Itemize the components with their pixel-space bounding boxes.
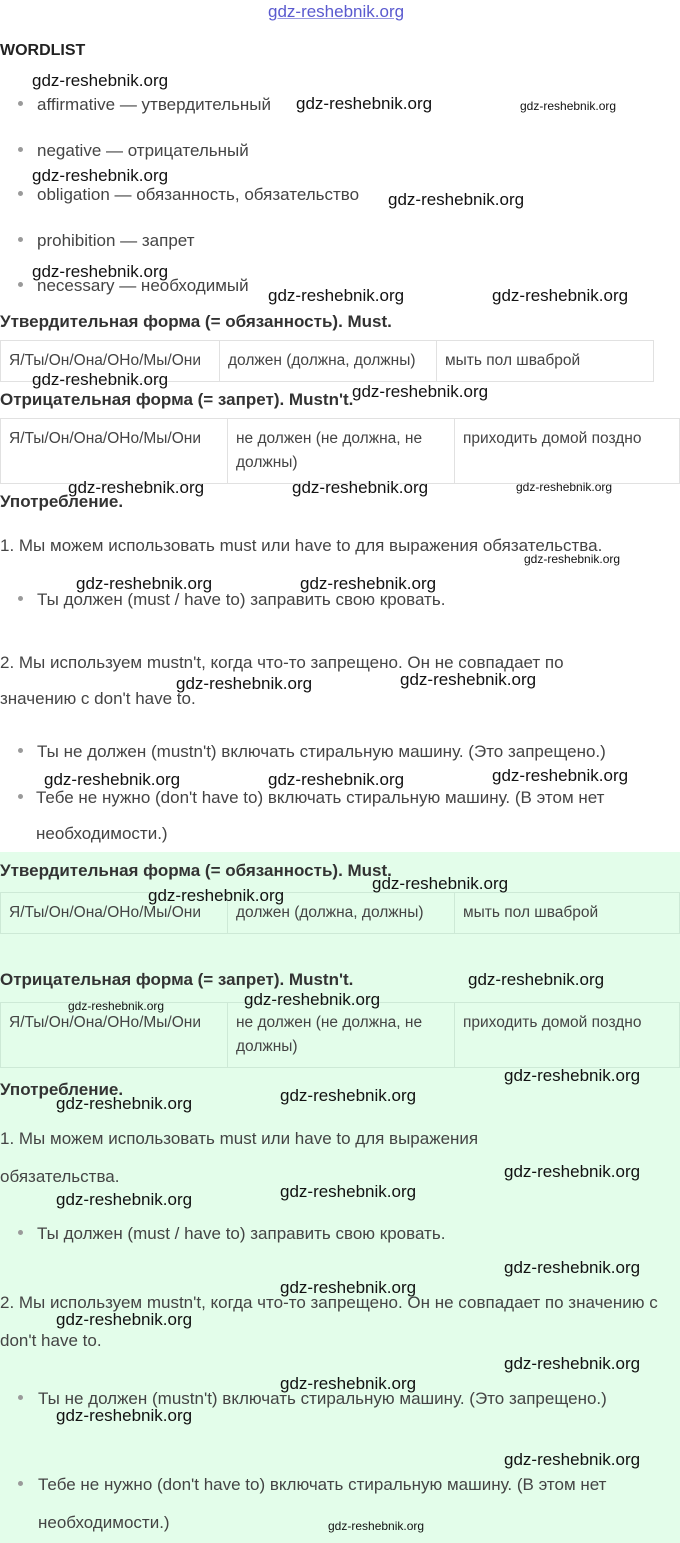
watermark: gdz-reshebnik.org [280,1278,417,1297]
negative-heading: Отрицательная форма (= запрет). Mustn't. [0,390,354,409]
wordlist-item: obligation — обязанность, обязательство [18,185,359,205]
wordlist-item: affirmative — утвердительный [18,95,271,115]
usage-paragraph-2: 2. Мы используем mustn't, когда что-то запрещено. Он не совпадает по значению с don't have to. [0,653,564,708]
bullet-icon [18,147,23,152]
table-cell: приходить домой поздно [455,1003,680,1068]
table-cell: мыть пол шваброй [455,893,680,934]
usage-example: Тебе не нужно (don't have to) включать стиральную машину. (В этом нет необходимости.) [18,1466,678,1542]
bullet-icon [18,1395,23,1400]
affirmative-table [0,892,680,934]
table-cell: должен (должна, должны) [220,341,437,382]
watermark: gdz-reshebnik.org [76,574,213,593]
usage-example: Ты должен (must / have to) заправить свою кровать. [18,590,445,610]
watermark: gdz-reshebnik.org [56,1406,193,1425]
watermark: gdz-reshebnik.org [268,770,405,789]
table-row [1,893,680,934]
wordlist-item: negative — отрицательный [18,141,249,161]
usage-example: Ты должен (must / have to) заправить свою кровать. [18,1224,445,1244]
bullet-icon [18,1481,23,1486]
watermark: gdz-reshebnik.org [280,1086,417,1105]
usage-example: Ты не должен (mustn't) включать стиральную машину. (Это запрещено.) [18,742,606,762]
bullet-icon [18,794,23,799]
table-cell: Я/Ты/Он/Она/ОНо/Мы/Они [1,341,220,382]
table-row [1,419,680,484]
watermark: gdz-reshebnik.org [280,1374,417,1393]
watermark: gdz-reshebnik.org [32,166,169,185]
bullet-icon [18,1230,23,1235]
watermark: gdz-reshebnik.org [280,1182,417,1201]
bullet-icon [18,191,23,196]
watermark: gdz-reshebnik.org [68,999,165,1013]
affirmative-heading: Утвердительная форма (= обязанность). Must. [0,312,392,331]
usage-paragraph-1: 1. Мы можем использовать must или have to для выражения обязательства. [0,1129,479,1186]
table-cell: мыть пол шваброй [437,341,654,382]
bullet-icon [18,237,23,242]
watermark: gdz-reshebnik.org [328,1519,425,1533]
usage-example: Ты не должен (mustn't) включать стиральную машину. (Это запрещено.) [18,1380,638,1418]
bullet-icon [18,748,23,753]
affirmative-heading: Утвердительная форма (= обязанность). Must. [0,861,392,880]
watermark: gdz-reshebnik.org [504,1066,641,1085]
bullet-icon [18,282,23,287]
watermark: gdz-reshebnik.org [492,766,629,785]
watermark: gdz-reshebnik.org [32,71,169,90]
watermark: gdz-reshebnik.org [56,1094,193,1113]
watermark: gdz-reshebnik.org [504,1354,641,1373]
table-cell: не должен (не должна, не должны) [228,1003,455,1068]
usage-paragraph-1: 1. Мы можем использовать must или have to для выражения обязательства. [0,536,603,555]
usage-example: Тебе не нужно (don't have to) включать стиральную машину. (В этом нет необходимости.) [18,780,676,852]
watermark: gdz-reshebnik.org [504,1258,641,1277]
watermark: gdz-reshebnik.org [400,670,537,689]
negative-heading: Отрицательная форма (= запрет). Mustn't. [0,970,354,989]
wordlist-item: prohibition — запрет [18,231,194,251]
watermark: gdz-reshebnik.org [292,478,429,497]
watermark: gdz-reshebnik.org [516,480,613,494]
watermark: gdz-reshebnik.org [68,478,205,497]
watermark: gdz-reshebnik.org [468,970,605,989]
bullet-icon [18,101,23,106]
watermark: gdz-reshebnik.org [244,990,381,1009]
table-cell: Я/Ты/Он/Она/ОНо/Мы/Они [1,419,228,484]
watermark: gdz-reshebnik.org [44,770,181,789]
wordlist-item: necessary — необходимый [18,276,249,296]
watermark: gdz-reshebnik.org [176,674,313,693]
table-cell: должен (должна, должны) [228,893,455,934]
watermark: gdz-reshebnik.org [148,886,285,905]
watermark: gdz-reshebnik.org [520,99,617,113]
table-cell: приходить домой поздно [455,419,680,484]
usage-heading: Употребление. [0,492,124,511]
negative-table [0,418,680,484]
watermark-top: gdz-reshebnik.org [268,2,405,21]
watermark: gdz-reshebnik.org [56,1310,193,1329]
usage-heading: Употребление. [0,1080,124,1099]
wordlist-title: WORDLIST [0,42,86,59]
watermark: gdz-reshebnik.org [32,370,169,389]
watermark: gdz-reshebnik.org [352,382,489,401]
watermark: gdz-reshebnik.org [300,574,437,593]
usage-paragraph-2: 2. Мы используем mustn't, когда что-то запрещено. Он не совпадает по значению с don't have to. [0,1293,658,1350]
watermark: gdz-reshebnik.org [504,1162,641,1181]
watermark: gdz-reshebnik.org [492,286,629,305]
watermark: gdz-reshebnik.org [56,1190,193,1209]
bullet-icon [18,596,23,601]
watermark: gdz-reshebnik.org [524,552,621,566]
watermark: gdz-reshebnik.org [388,190,525,209]
watermark: gdz-reshebnik.org [504,1450,641,1469]
table-cell: Я/Ты/Он/Она/ОНо/Мы/Они [1,1003,228,1068]
watermark: gdz-reshebnik.org [296,94,433,113]
watermark: gdz-reshebnik.org [268,286,405,305]
table-cell: не должен (не должна, не должны) [228,419,455,484]
watermark: gdz-reshebnik.org [372,874,509,893]
table-cell: Я/Ты/Он/Она/ОНо/Мы/Они [1,893,228,934]
watermark: gdz-reshebnik.org [32,262,169,281]
